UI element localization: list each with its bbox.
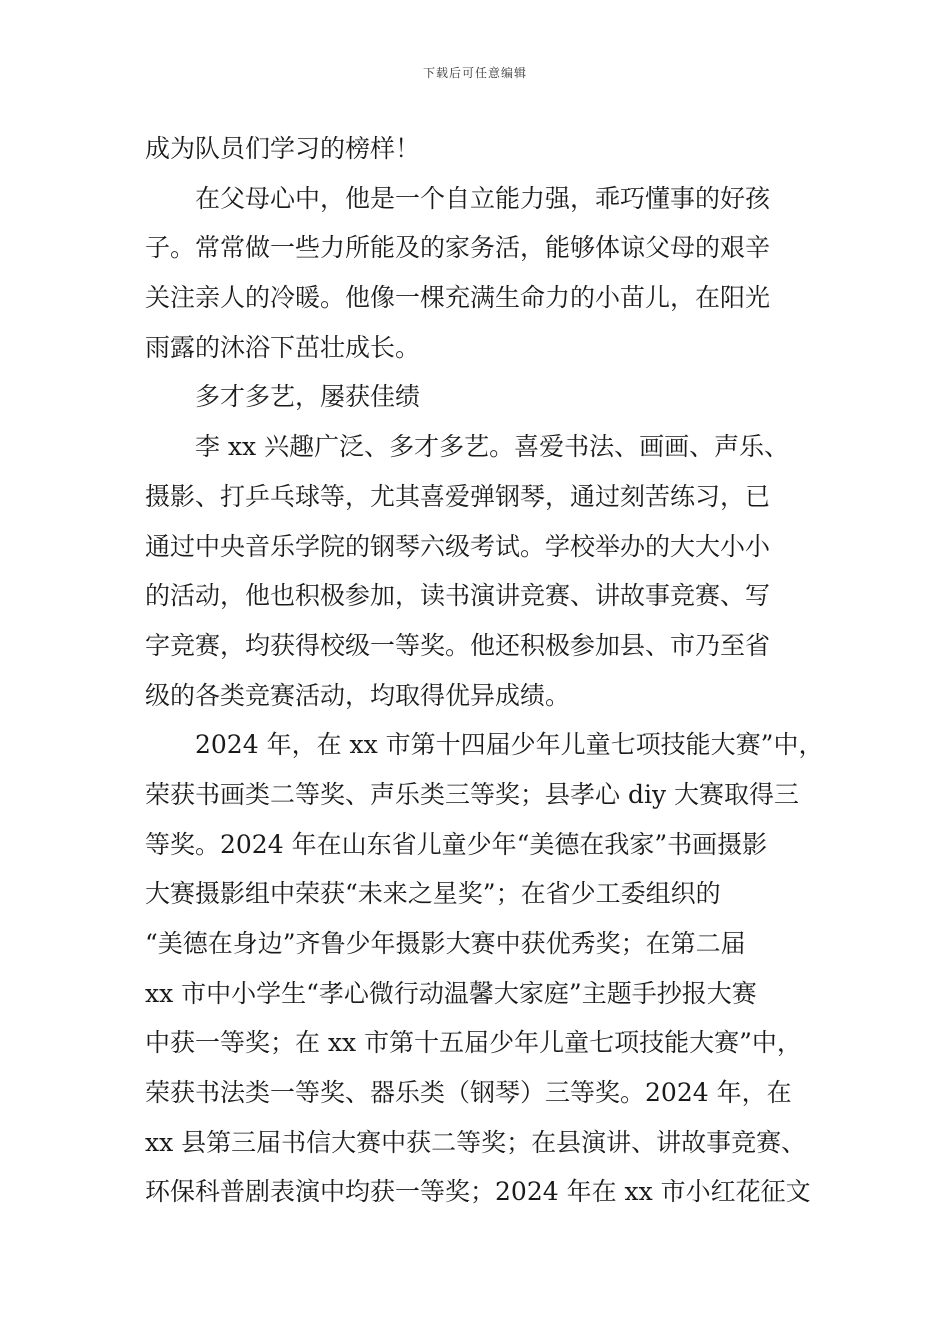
page-header: 下载后可任意编辑 xyxy=(422,66,527,80)
text-line: 成为队员们学习的榜样！ xyxy=(145,134,421,163)
text-line: 在父母心中，他是一个自立能力强，乖巧懂事的好孩 xyxy=(195,183,771,213)
text-line: 2024 年，在 xx 市第十四届少年儿童七项技能大赛”中， xyxy=(195,730,824,760)
text-line: 李 xx 兴趣广泛、多才多艺。喜爱书法、画画、声乐、 xyxy=(195,432,790,462)
text-line: 中获一等奖；在 xx 市第十五届少年儿童七项技能大赛”中， xyxy=(145,1028,802,1058)
text-line: 通过中央音乐学院的钢琴六级考试。学校举办的大大小小 xyxy=(145,531,771,561)
text-line: 荣获书法类一等奖、器乐类（钢琴）三等奖。2024 年，在 xyxy=(145,1078,792,1108)
text-line: 大赛摄影组中荣获“未来之星奖”；在省少工委组织的 xyxy=(145,879,721,909)
text-line: 荣获书画类二等奖、声乐类三等奖；县孝心 diy 大赛取得三 xyxy=(145,779,800,809)
text-line: 环保科普剧表演中均获一等奖；2024 年在 xx 市小红花征文 xyxy=(145,1177,811,1207)
text-line: “美德在身边”齐鲁少年摄影大赛中获优秀奖；在第二届 xyxy=(145,929,746,958)
text-line: 关注亲人的冷暖。他像一棵充满生命力的小苗儿，在阳光 xyxy=(145,283,771,313)
document-body xyxy=(145,124,825,1217)
text-line: xx 市中小学生“孝心微行动温馨大家庭”主题手抄报大赛 xyxy=(145,978,757,1008)
text-line: 子。常常做一些力所能及的家务活，能够体谅父母的艰辛 xyxy=(145,233,771,263)
text-line: 雨露的沐浴下茁壮成长。 xyxy=(145,332,421,362)
text-line: 的活动，他也积极参加，读书演讲竞赛、讲故事竞赛、写 xyxy=(145,581,771,611)
text-line: 字竞赛，均获得校级一等奖。他还积极参加县、市乃至省 xyxy=(145,630,771,660)
text-line: 等奖。2024 年在山东省儿童少年“美德在我家”书画摄影 xyxy=(145,829,768,859)
text-line: xx 县第三届书信大赛中获二等奖；在县演讲、讲故事竞赛、 xyxy=(145,1127,807,1157)
text-line: 多才多艺，屡获佳绩 xyxy=(195,382,421,412)
text-line: 级的各类竞赛活动，均取得优异成绩。 xyxy=(145,680,571,710)
text-line: 摄影、打乒乓球等，尤其喜爱弹钢琴，通过刻苦练习，已 xyxy=(145,481,771,511)
